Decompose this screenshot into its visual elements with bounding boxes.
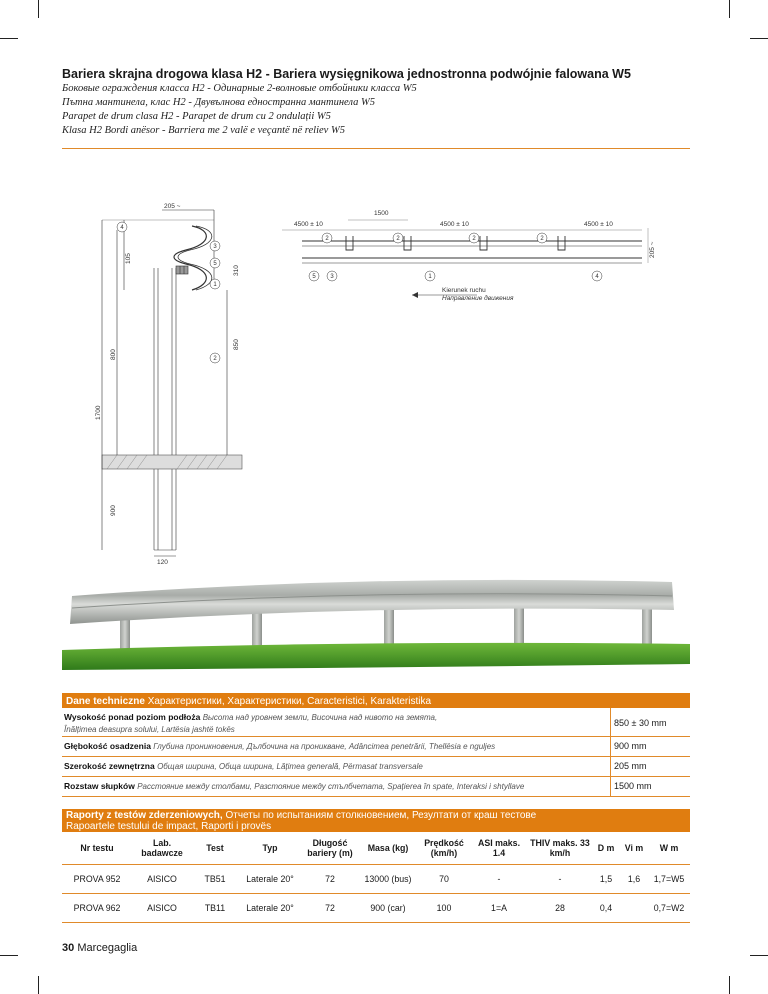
- crop-mark: [750, 955, 768, 956]
- col-header: Test: [192, 832, 238, 865]
- subtitle-ro: Parapet de drum clasa H2 - Parapet de drum cu 2 ondulații W5: [62, 111, 331, 122]
- table-cell: TB11: [192, 894, 238, 923]
- callout-2: 2: [325, 236, 329, 242]
- direction-label-ru: Направление движения: [442, 295, 514, 302]
- callout-5: 5: [213, 261, 217, 267]
- col-header: THIV maks. 33 km/h: [528, 832, 592, 865]
- tech-row: [62, 708, 690, 737]
- table-cell: Laterale 20°: [238, 865, 302, 894]
- col-header: Vi m: [620, 832, 648, 865]
- crop-mark: [729, 0, 730, 18]
- table-header-row: [62, 832, 690, 865]
- table-cell: PROVA 952: [62, 865, 132, 894]
- table-cell: AISICO: [132, 894, 192, 923]
- subtitle-ru: Боковые ограждения класса H2 - Одинарные 2-волновые отбойники класса W5: [62, 83, 417, 94]
- tech-trans: Общая ширина, Обща ширина, Lățimea generală, Përmasat transversale: [157, 762, 423, 771]
- table-cell: -: [470, 865, 528, 894]
- table-cell: 72: [302, 894, 358, 923]
- table-cell: 72: [302, 865, 358, 894]
- tech-value: 1500 mm: [614, 781, 652, 791]
- dim-205-top: 205 ~: [164, 203, 181, 210]
- dim-4500-a: 4500 ± 10: [294, 221, 323, 228]
- tech-trans: Глубина проникновения, Дълбочина на проникване, Adâncimea penetrării, Thellësia e nguljes: [153, 742, 496, 751]
- technical-drawing: [62, 200, 690, 570]
- tech-row: [62, 737, 690, 757]
- table-cell: 1,7=W5: [648, 865, 690, 894]
- col-header: Typ: [238, 832, 302, 865]
- crop-mark: [38, 976, 39, 994]
- table-cell: Laterale 20°: [238, 894, 302, 923]
- table-cell: 13000 (bus): [358, 865, 418, 894]
- col-header: ASI maks. 1.4: [470, 832, 528, 865]
- table-cell: AISICO: [132, 865, 192, 894]
- tech-label: Szerokość zewnętrzna: [64, 761, 155, 771]
- callout-4: 4: [595, 274, 599, 280]
- table-row: [62, 865, 690, 894]
- callout-1: 1: [428, 274, 432, 280]
- tech-row: [62, 777, 690, 797]
- tech-label: Głębokość osadzenia: [64, 741, 151, 751]
- col-header: Nr testu: [62, 832, 132, 865]
- tech-row: [62, 757, 690, 777]
- dim-205-right: 205 ~: [649, 241, 656, 258]
- dim-310: 310: [233, 265, 240, 276]
- table-cell: 1,6: [620, 865, 648, 894]
- tech-label: Rozstaw słupków: [64, 781, 135, 791]
- crop-mark: [750, 38, 768, 39]
- tech-value: 850 ± 30 mm: [614, 718, 667, 728]
- tests-header-line2: Rapoartele testului de impact, Raporti i provës: [66, 821, 272, 832]
- tech-trans: Высота над уровнем земли, Височина над нивото на земята,: [202, 713, 438, 722]
- callout-2: 2: [472, 236, 476, 242]
- dim-850: 850: [233, 339, 240, 350]
- dim-900: 900: [110, 505, 117, 516]
- callout-1: 1: [213, 282, 217, 288]
- subtitle-bg: Пътна мантинела, клас H2 - Двувълнова едностранна мантинела W5: [62, 97, 376, 108]
- tech-value: 900 mm: [614, 741, 647, 751]
- table-cell: 28: [528, 894, 592, 923]
- crop-mark: [0, 38, 18, 39]
- table-cell: TB51: [192, 865, 238, 894]
- table-cell: 900 (car): [358, 894, 418, 923]
- tests-header: [62, 809, 690, 832]
- table-cell: 1=A: [470, 894, 528, 923]
- guardrail-photo: [62, 572, 690, 672]
- col-header: Masa (kg): [358, 832, 418, 865]
- tech-header: [62, 693, 690, 708]
- table-cell: 70: [418, 865, 470, 894]
- subtitle-sq: Klasa H2 Bordi anësor - Barriera me 2 valë e veçantë në reliev W5: [62, 125, 345, 136]
- page-title: Bariera skrajna drogowa klasa H2 - Bariera wysięgnikowa jednostronna podwójnie falowana W5: [62, 67, 631, 81]
- title-rule: [62, 148, 690, 149]
- callout-2: 2: [540, 236, 544, 242]
- dim-800: 800: [110, 349, 117, 360]
- col-header: W m: [648, 832, 690, 865]
- col-header: Lab. badawcze: [132, 832, 192, 865]
- tech-header-rest: Характеристики, Характеристики, Caracteristici, Karakteristika: [147, 696, 432, 707]
- tech-label: Wysokość ponad poziom podłoża: [64, 712, 201, 722]
- dim-120: 120: [157, 559, 168, 566]
- tech-header-bold: Dane techniczne: [66, 696, 145, 707]
- crop-mark: [729, 976, 730, 994]
- tech-trans-2: Înălțimea deasupra solului, Lartësia jashtë tokës: [64, 725, 235, 734]
- table-cell: 100: [418, 894, 470, 923]
- brand-name: Marcegaglia: [77, 942, 138, 954]
- table-cell: 0,4: [592, 894, 620, 923]
- callout-5: 5: [312, 274, 316, 280]
- col-header: Długość bariery (m): [302, 832, 358, 865]
- callout-3: 3: [330, 274, 334, 280]
- table-cell: -: [528, 865, 592, 894]
- table-cell: PROVA 962: [62, 894, 132, 923]
- tests-header-bold: Raporty z testów zderzeniowych,: [66, 810, 223, 821]
- callout-3: 3: [213, 244, 217, 250]
- page-number: 30: [62, 942, 75, 954]
- tests-header-rest: Отчеты по испытаниям столкновением, Резултати от краш тестове: [225, 810, 537, 821]
- dim-105: 105: [125, 253, 132, 264]
- col-header: D m: [592, 832, 620, 865]
- dim-4500-c: 4500 ± 10: [584, 221, 613, 228]
- crop-mark: [38, 0, 39, 18]
- crash-test-table: [62, 832, 690, 923]
- callout-2: 2: [396, 236, 400, 242]
- crop-mark: [0, 955, 18, 956]
- page-footer: [62, 942, 137, 954]
- dim-4500-b: 4500 ± 10: [440, 221, 469, 228]
- dim-1700: 1700: [95, 405, 102, 420]
- table-cell: 0,7=W2: [648, 894, 690, 923]
- callout-2: 2: [213, 356, 217, 362]
- direction-label: Kierunek ruchu: [442, 287, 486, 294]
- col-header: Prędkość (km/h): [418, 832, 470, 865]
- tech-value: 205 mm: [614, 761, 647, 771]
- dim-1500: 1500: [374, 210, 389, 217]
- table-cell: [620, 894, 648, 923]
- table-row: [62, 894, 690, 923]
- table-cell: 1,5: [592, 865, 620, 894]
- tech-trans: Расстояние между столбами, Разстояние между стълбчетата, Spațierea în spate, Interaksi i shtyllave: [137, 782, 525, 791]
- callout-4: 4: [120, 225, 124, 231]
